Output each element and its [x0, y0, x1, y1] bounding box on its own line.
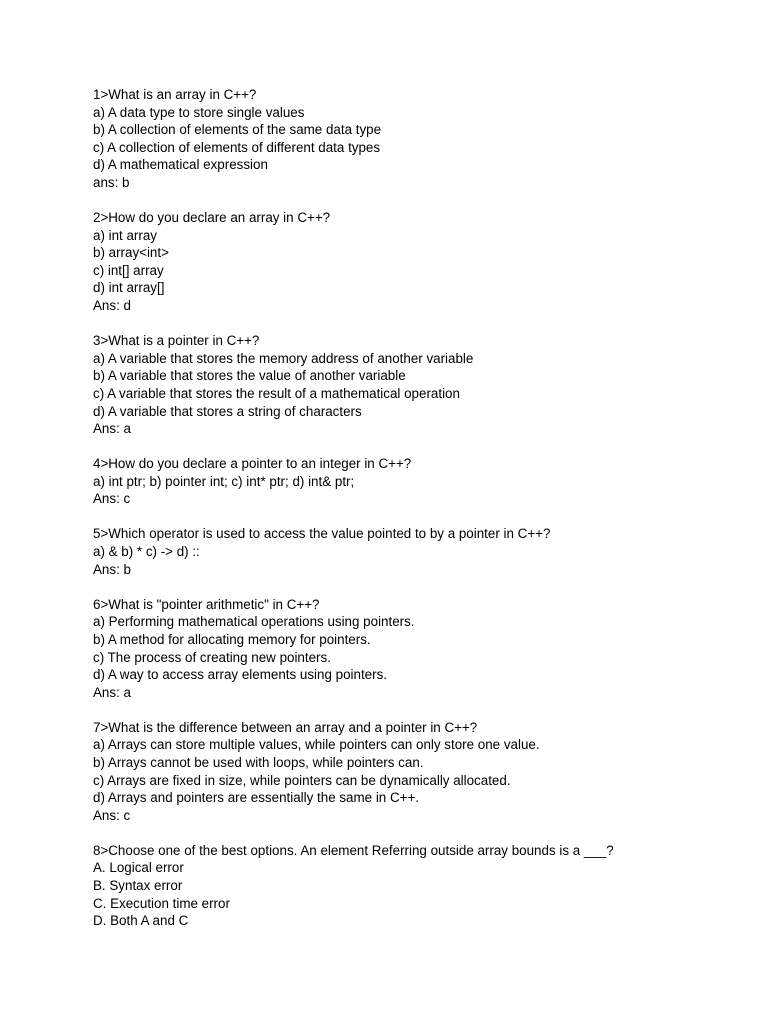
- option-a: a) A data type to store single values: [93, 104, 305, 120]
- option-d: d) int array[]: [93, 280, 165, 296]
- option-c: c) A variable that stores the result of a mathematical operation: [93, 385, 460, 401]
- question-text: 4>How do you declare a pointer to an integer in C++?: [93, 456, 412, 472]
- question-8: [93, 842, 753, 930]
- option-d: D. Both A and C: [93, 913, 189, 929]
- answer: Ans: a: [93, 684, 131, 700]
- option-b: b) A variable that stores the value of another variable: [93, 368, 406, 384]
- option-b: b) Arrays cannot be used with loops, while pointers can.: [93, 755, 424, 770]
- question-7: [93, 719, 753, 825]
- option-a: A. Logical error: [93, 860, 184, 876]
- question-text: 1>What is an array in C++?: [93, 87, 257, 102]
- question-text: 5>Which operator is used to access the value pointed to by a pointer in C++?: [93, 526, 551, 542]
- option-b: b) A collection of elements of the same data type: [93, 122, 382, 138]
- option-c: C. Execution time error: [93, 895, 230, 911]
- question-3: [93, 332, 753, 438]
- question-text: 2>How do you declare an array in C++?: [93, 210, 331, 226]
- question-1: [93, 86, 753, 192]
- option-c: c) int[] array: [93, 262, 164, 278]
- option-a: a) A variable that stores the memory address of another variable: [93, 350, 474, 366]
- question-text: 3>What is a pointer in C++?: [93, 333, 260, 349]
- question-text: 8>Choose one of the best options. An element Referring outside array bounds is a ___?: [93, 842, 614, 858]
- question-6: [93, 596, 753, 702]
- option-b: b) array<int>: [93, 245, 169, 261]
- option-b: b) A method for allocating memory for pointers.: [93, 631, 371, 647]
- question-text: 6>What is "pointer arithmetic" in C++?: [93, 596, 320, 612]
- answer: Ans: d: [93, 298, 131, 314]
- option-d: d) A variable that stores a string of characters: [93, 403, 362, 419]
- question-list: [93, 86, 753, 947]
- answer: ans: b: [93, 174, 130, 190]
- question-5: [93, 525, 753, 578]
- answer: Ans: c: [93, 807, 131, 823]
- question-text: 7>What is the difference between an array and a pointer in C++?: [93, 719, 478, 735]
- option-a: a) int array: [93, 227, 157, 243]
- options-inline: a) int ptr; b) pointer int; c) int* ptr; d) int& ptr;: [93, 473, 355, 489]
- answer: Ans: a: [93, 421, 131, 437]
- option-a: a) Performing mathematical operations using pointers.: [93, 614, 415, 630]
- options-inline: a) & b) * c) -> d) ::: [93, 544, 200, 560]
- option-d: d) A mathematical expression: [93, 157, 268, 173]
- question-4: [93, 455, 753, 508]
- option-a: a) Arrays can store multiple values, while pointers can only store one value.: [93, 737, 540, 753]
- question-2: [93, 209, 753, 315]
- option-d: d) A way to access array elements using pointers.: [93, 667, 387, 683]
- option-d: d) Arrays and pointers are essentially the same in C++.: [93, 790, 420, 806]
- answer: Ans: c: [93, 491, 131, 507]
- option-c: c) The process of creating new pointers.: [93, 649, 331, 665]
- option-b: B. Syntax error: [93, 878, 183, 894]
- answer: Ans: b: [93, 561, 131, 577]
- option-c: c) Arrays are fixed in size, while pointers can be dynamically allocated.: [93, 772, 511, 788]
- option-c: c) A collection of elements of different data types: [93, 139, 381, 155]
